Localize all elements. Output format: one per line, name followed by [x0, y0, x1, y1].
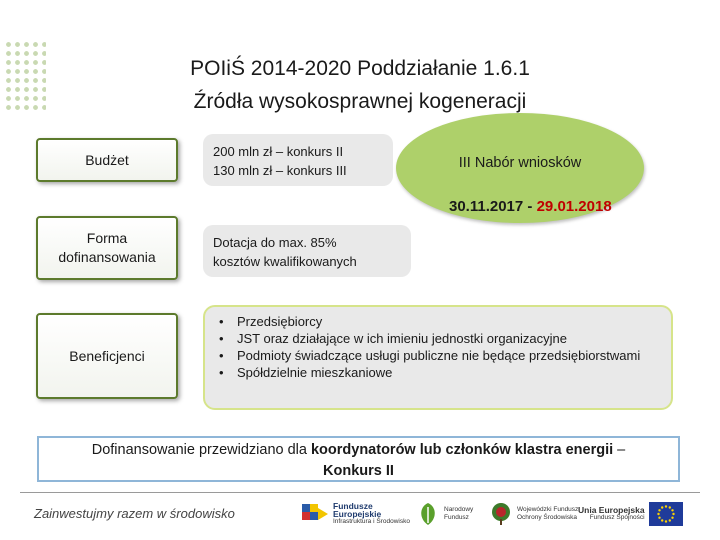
forma-label-line-1: Forma [86, 230, 128, 246]
note-part-2: koordynatorów lub członków klastra energii [310, 442, 614, 458]
logo1-line-1: Fundusze [333, 501, 373, 511]
decorative-dots [4, 40, 46, 110]
logo2-line-1: Narodowy [444, 506, 474, 513]
forma-label-box [36, 216, 178, 280]
nabor-date-start: 30.11.2017 - [449, 198, 533, 215]
budget-line-2: 130 mln zł – konkurs III [213, 163, 347, 178]
forma-info-box [203, 225, 411, 277]
forma-label-line-2: dofinansowania [58, 249, 156, 265]
forma-line-2: kosztów kwalifikowanych [213, 254, 357, 269]
logo4-line-2: Fundusz Spójności [589, 514, 645, 521]
page-title [150, 52, 570, 118]
budget-label-box [36, 138, 178, 182]
list-item: • Spółdzielnie mieszkaniowe [215, 364, 661, 381]
beneficjenci-list [215, 313, 661, 381]
leaf-logo-icon [415, 501, 441, 527]
note-box [37, 436, 680, 482]
list-item: • JST oraz działające w ich imieniu jednostki organizacyjne [215, 330, 661, 347]
nabor-dates [449, 198, 612, 215]
eu-flag-icon [649, 502, 683, 526]
list-item: • Podmioty świadczące usługi publiczne nie będące przedsiębiorstwami [215, 347, 661, 364]
logo4-line-1: Unia Europejska [578, 505, 645, 515]
logo1-line-3: Infrastruktura i Środowisko [333, 518, 410, 525]
logo1-line-2: Europejskie [333, 509, 382, 519]
narodowy-fundusz-logo [415, 497, 473, 531]
note-part-3: – [617, 442, 626, 458]
forma-line-1: Dotacja do max. 85% [213, 235, 337, 250]
logo2-line-2: Fundusz [444, 514, 469, 521]
fundusze-europejskie-logo [300, 497, 410, 531]
budget-line-1: 200 mln zł – konkurs II [213, 144, 344, 159]
note-part-1: Dofinansowanie przewidziano dla [91, 442, 307, 458]
unia-europejska-logo [578, 497, 683, 531]
logo3-line-1: Wojewódzki Fundusz [517, 506, 579, 513]
beneficjenci-box [203, 305, 673, 410]
beneficjenci-label-box [36, 313, 178, 399]
budget-info-box [203, 134, 393, 186]
note-part-4: Konkurs II [323, 463, 394, 479]
budget-label: Budżet [85, 151, 129, 168]
footer-slogan: Zainwestujmy razem w środowisko [34, 506, 235, 521]
title-line-1: POIiŚ 2014-2020 Poddziałanie 1.6.1 [190, 57, 530, 80]
beneficjenci-label: Beneficjenci [69, 347, 145, 364]
fundusze-logo-icon [300, 501, 330, 527]
list-item: • Przedsiębiorcy [215, 313, 661, 330]
nabor-label: III Nabór wniosków [458, 155, 582, 171]
footer-divider [20, 492, 700, 493]
title-line-2: Źródła wysokosprawnej kogeneracji [193, 90, 527, 113]
nabor-date-end: 29.01.2018 [536, 198, 612, 215]
logo3-line-2: Ochrony Środowiska [517, 514, 577, 521]
tree-logo-icon [488, 501, 514, 527]
wfos-logo [488, 497, 578, 531]
